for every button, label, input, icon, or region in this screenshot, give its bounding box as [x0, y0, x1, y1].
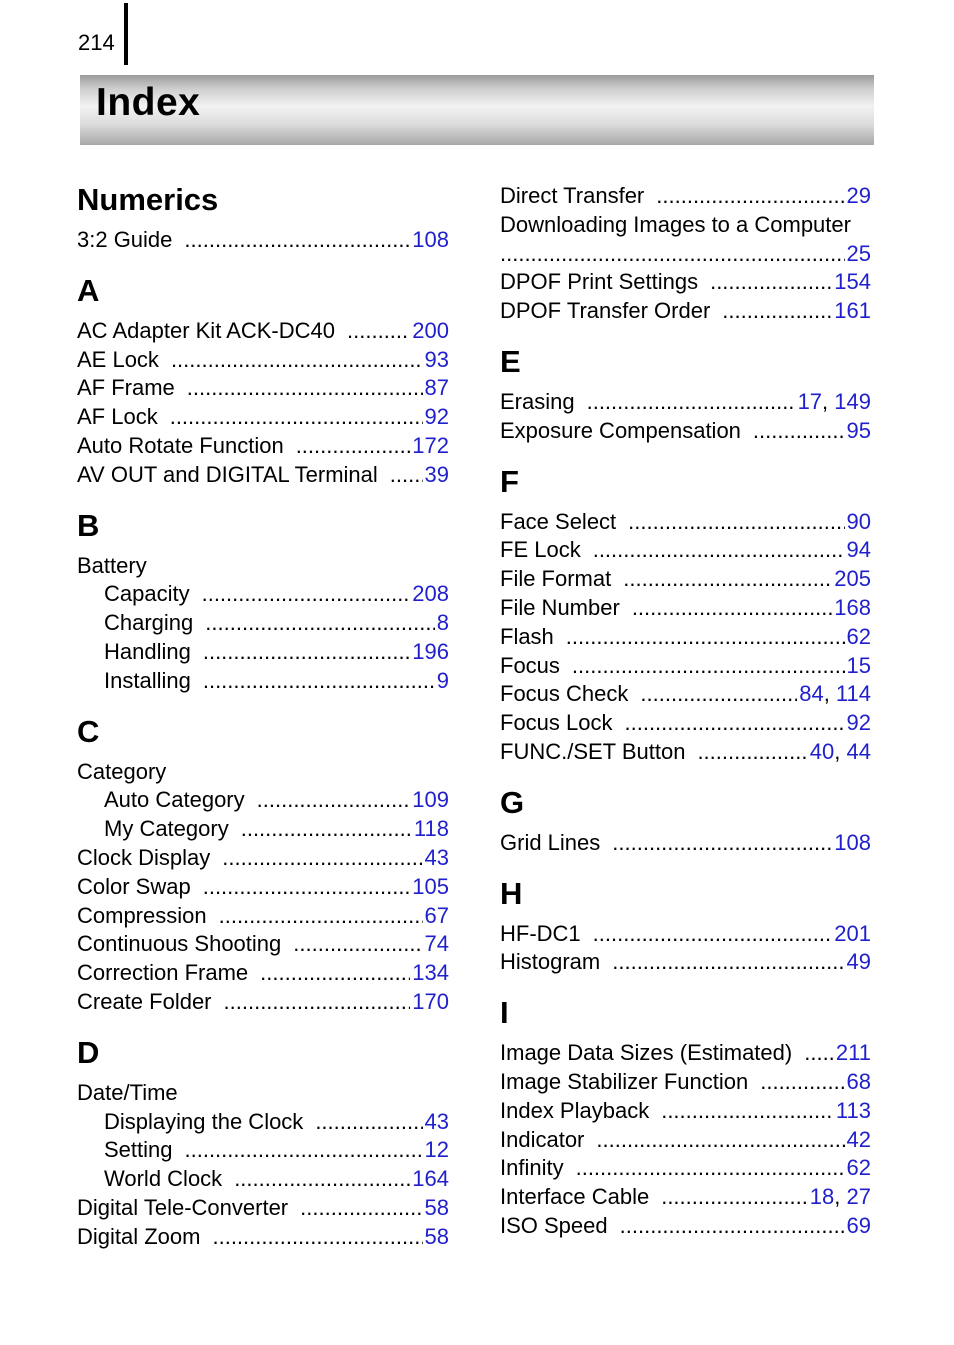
page-references	[836, 1097, 871, 1126]
heading-gap	[500, 1031, 871, 1039]
entry-term: Erasing	[500, 388, 575, 414]
page-link[interactable]: 201	[834, 920, 871, 946]
page-references	[847, 417, 871, 446]
entry-term: Auto Category	[104, 787, 245, 813]
dot-leader	[710, 268, 832, 297]
dot-leader	[224, 988, 411, 1017]
entry-term: Clock Display	[77, 844, 211, 870]
index-subentry	[77, 786, 449, 815]
page-references	[425, 1136, 449, 1165]
page-title: Index	[96, 81, 201, 124]
dot-leader	[760, 1068, 844, 1097]
index-entry	[77, 930, 449, 959]
heading-gap	[77, 750, 449, 758]
index-entry	[500, 182, 871, 211]
section-spacer	[500, 767, 871, 785]
section-spacer	[500, 977, 871, 995]
dot-leader	[697, 738, 807, 767]
dot-leader	[596, 1126, 844, 1155]
heading-gap	[77, 1071, 449, 1079]
entry-term: My Category	[104, 816, 229, 842]
dot-leader	[661, 1183, 808, 1212]
entry-term: FUNC./SET Button	[500, 738, 686, 764]
page-link[interactable]: 43	[424, 844, 449, 870]
entry-term: Displaying the Clock	[104, 1108, 304, 1134]
heading-gap	[500, 821, 871, 829]
page-link[interactable]: 109	[412, 787, 449, 813]
page-link[interactable]: 211	[835, 1040, 871, 1066]
index-entry	[500, 652, 871, 681]
page-references	[412, 638, 449, 667]
index-entry	[500, 920, 871, 949]
index-entry-heading: Battery	[77, 552, 147, 578]
page-link[interactable]: 172	[412, 432, 449, 458]
section-heading: F	[500, 463, 519, 499]
entry-term: Index Playback	[500, 1097, 650, 1123]
entry-term: DPOF Transfer Order	[500, 298, 711, 324]
dot-leader	[203, 667, 435, 696]
entry-term: AC Adapter Kit ACK-DC40	[77, 317, 336, 343]
dot-leader	[390, 461, 423, 490]
index-entry	[500, 1126, 871, 1155]
index-subentry	[77, 580, 449, 609]
entry-term: World Clock	[104, 1166, 223, 1192]
page-link[interactable]: 108	[834, 829, 871, 855]
page-link[interactable]: 74	[424, 931, 449, 957]
entry-term: Create Folder	[77, 988, 212, 1014]
page-separator: ,	[834, 738, 847, 764]
entry-term: Image Stabilizer Function	[500, 1068, 749, 1094]
dot-leader	[656, 182, 844, 211]
page-references	[810, 738, 871, 767]
dot-leader	[625, 709, 845, 738]
index-subentry	[77, 1108, 449, 1137]
index-entry	[500, 829, 871, 858]
index-entry	[500, 508, 871, 537]
page-link[interactable]: 164	[412, 1166, 449, 1192]
index-entry	[77, 959, 449, 988]
index-subentry	[77, 667, 449, 696]
entry-term: DPOF Print Settings	[500, 269, 699, 295]
page-number: 214	[78, 30, 115, 55]
page-link[interactable]: 170	[412, 988, 449, 1014]
entry-term: Infinity	[500, 1155, 564, 1181]
index-entry	[77, 317, 449, 346]
page-references	[412, 988, 449, 1017]
page-references	[834, 829, 871, 858]
index-entry	[77, 873, 449, 902]
entry-term: Digital Zoom	[77, 1223, 201, 1249]
index-entry	[500, 536, 871, 565]
index-entry	[500, 948, 871, 977]
index-entry	[500, 738, 871, 767]
page-separator: ,	[834, 1184, 847, 1210]
entry-term: Color Swap	[77, 873, 191, 899]
page-link[interactable]: 9	[436, 667, 449, 693]
heading-gap	[77, 309, 449, 317]
index-entry	[500, 623, 871, 652]
dot-leader	[296, 432, 411, 461]
section-heading: A	[77, 272, 100, 308]
dot-leader	[184, 226, 410, 255]
heading-gap	[500, 380, 871, 388]
page-references	[437, 667, 449, 696]
entry-term: File Number	[500, 594, 620, 620]
page-link[interactable]: 15	[846, 652, 871, 678]
section-spacer	[500, 326, 871, 344]
entry-term: Focus Check	[500, 681, 629, 707]
page-link[interactable]: 67	[424, 902, 449, 928]
index-entry	[77, 346, 449, 375]
entry-term: Image Data Sizes (Estimated)	[500, 1040, 793, 1066]
dot-leader	[572, 652, 845, 681]
index-entry	[77, 844, 449, 873]
dot-leader	[219, 902, 423, 931]
section-heading: H	[500, 875, 523, 911]
section-spacer	[77, 696, 449, 714]
page-references	[412, 317, 449, 346]
index-entry	[500, 1097, 871, 1126]
index-entry-continuation	[500, 240, 871, 269]
index-entry	[500, 680, 871, 709]
index-entry	[500, 1068, 871, 1097]
index-subentry	[77, 1136, 449, 1165]
dot-leader	[576, 1154, 845, 1183]
entry-term: Focus	[500, 652, 560, 678]
index-entry	[500, 297, 871, 326]
page-link[interactable]: 105	[412, 873, 449, 899]
page-link[interactable]: 134	[412, 960, 449, 986]
index-subentry	[77, 1165, 449, 1194]
page-link[interactable]: 68	[846, 1068, 871, 1094]
page-references	[847, 1126, 871, 1155]
entry-term: Exposure Compensation	[500, 417, 741, 443]
dot-leader	[500, 240, 845, 269]
page-references	[847, 1154, 871, 1183]
page-references	[425, 374, 449, 403]
entry-term: 3:2 Guide	[77, 227, 173, 252]
dot-leader	[170, 403, 423, 432]
section-heading: E	[500, 343, 521, 379]
page-link[interactable]: 58	[424, 1194, 449, 1220]
section-heading: G	[500, 784, 525, 820]
entry-term: Indicator	[500, 1126, 585, 1152]
page-link[interactable]: 29	[846, 183, 871, 208]
page-link[interactable]: 154	[834, 269, 871, 295]
entry-term: Capacity	[104, 581, 190, 607]
page-link[interactable]: 62	[846, 623, 871, 649]
dot-leader	[187, 374, 423, 403]
index-entry: Downloading Images to a Computer	[500, 211, 851, 237]
index-entry	[77, 1194, 449, 1223]
page-link[interactable]: 92	[846, 710, 871, 736]
page-link[interactable]: 87	[424, 375, 449, 401]
dot-leader	[593, 920, 833, 949]
page-link[interactable]: 92	[424, 404, 449, 430]
entry-term: ISO Speed	[500, 1212, 608, 1238]
dot-leader	[241, 815, 412, 844]
page-link[interactable]: 27	[846, 1184, 871, 1210]
entry-term: Grid Lines	[500, 829, 601, 855]
page-link[interactable]: 168	[834, 594, 871, 620]
title-banner	[80, 75, 874, 145]
dot-leader	[257, 786, 411, 815]
entry-term: Installing	[104, 667, 191, 693]
dot-leader	[315, 1108, 422, 1137]
page-references	[425, 1223, 449, 1252]
dot-leader	[293, 930, 422, 959]
index-subentry	[77, 815, 449, 844]
section-heading: B	[77, 507, 100, 543]
page-references	[847, 1212, 871, 1241]
index-column-right	[500, 182, 871, 1241]
page-link[interactable]: 200	[412, 317, 449, 343]
dot-leader	[753, 417, 845, 446]
section-spacer	[77, 1017, 449, 1035]
page-references	[847, 1068, 871, 1097]
index-entry	[500, 417, 871, 446]
page-link[interactable]: 43	[424, 1108, 449, 1134]
entry-term: Digital Tele-Converter	[77, 1194, 289, 1220]
dot-leader	[566, 623, 845, 652]
page-link[interactable]: 205	[834, 566, 871, 592]
page-link[interactable]: 161	[834, 298, 871, 324]
entry-term: HF-DC1	[500, 920, 581, 946]
page-references	[425, 1194, 449, 1223]
page-references	[834, 268, 871, 297]
section-heading: Numerics	[77, 182, 219, 217]
page-references	[425, 930, 449, 959]
heading-gap	[77, 218, 449, 226]
entry-term: AF Lock	[77, 404, 158, 430]
index-entry	[500, 1183, 871, 1212]
entry-term: AF Frame	[77, 375, 175, 401]
page-references	[437, 609, 449, 638]
entry-term: Histogram	[500, 949, 601, 975]
page-references	[425, 346, 449, 375]
index-entry	[500, 1039, 871, 1068]
page-separator: ,	[823, 681, 836, 707]
page-link[interactable]: 62	[846, 1155, 871, 1181]
page-link[interactable]: 95	[846, 417, 871, 443]
page-references	[412, 786, 449, 815]
index-entry	[77, 374, 449, 403]
index-entry	[500, 1212, 871, 1241]
page-link[interactable]: 18	[809, 1184, 835, 1210]
dot-leader	[593, 536, 845, 565]
page-references	[412, 226, 449, 255]
page-references	[834, 920, 871, 949]
page-references	[425, 844, 449, 873]
index-entry	[77, 403, 449, 432]
page-references	[425, 461, 449, 490]
page-link[interactable]: 149	[834, 388, 871, 414]
section-spacer	[77, 255, 449, 273]
index-entry	[77, 988, 449, 1017]
dot-leader	[222, 844, 422, 873]
dot-leader	[623, 565, 832, 594]
dot-leader	[620, 1212, 845, 1241]
page-references	[810, 1183, 871, 1212]
dot-leader	[722, 297, 832, 326]
heading-gap	[500, 912, 871, 920]
entry-term: Compression	[77, 902, 207, 928]
dot-leader	[300, 1194, 422, 1223]
index-entry	[500, 1154, 871, 1183]
page-link[interactable]: 196	[412, 638, 449, 664]
section-spacer	[500, 858, 871, 876]
entry-term: FE Lock	[500, 537, 581, 563]
page-number-bar	[124, 3, 128, 65]
dot-leader	[202, 580, 411, 609]
page-link[interactable]: 90	[846, 508, 871, 534]
page-link[interactable]: 113	[835, 1097, 871, 1123]
page-references	[847, 508, 871, 537]
page-link[interactable]: 114	[835, 681, 871, 707]
index-column-left	[77, 182, 449, 1252]
heading-gap	[77, 544, 449, 552]
page-references	[836, 1039, 871, 1068]
dot-leader	[640, 680, 797, 709]
section-heading: D	[77, 1034, 100, 1070]
heading-gap	[500, 500, 871, 508]
page-references	[834, 297, 871, 326]
page-link[interactable]: 84	[799, 681, 824, 707]
page-link[interactable]: 44	[846, 738, 871, 764]
entry-term: Continuous Shooting	[77, 931, 282, 957]
page-link[interactable]: 94	[846, 537, 871, 563]
entry-term: Face Select	[500, 508, 617, 534]
dot-leader	[260, 959, 410, 988]
dot-leader	[612, 829, 832, 858]
index-entry	[77, 1223, 449, 1252]
page-references	[847, 623, 871, 652]
page-link[interactable]: 49	[846, 949, 871, 975]
dot-leader	[804, 1039, 834, 1068]
entry-term: Handling	[104, 638, 191, 664]
page-separator: ,	[822, 388, 835, 414]
entry-term: File Format	[500, 566, 612, 592]
page-link[interactable]: 40	[809, 738, 835, 764]
page-references	[425, 403, 449, 432]
dot-leader	[661, 1097, 834, 1126]
entry-term: Interface Cable	[500, 1184, 650, 1210]
index-entry-heading: Category	[77, 758, 167, 784]
index-entry	[500, 594, 871, 623]
index-entry-heading: Date/Time	[77, 1079, 178, 1105]
dot-leader	[234, 1165, 410, 1194]
page-link[interactable]: 12	[424, 1137, 449, 1163]
entry-term: AV OUT and DIGITAL Terminal	[77, 461, 378, 487]
dot-leader	[347, 317, 410, 346]
page-link[interactable]: 25	[846, 240, 871, 266]
section-heading: C	[77, 713, 100, 749]
page-link[interactable]: 118	[413, 816, 449, 842]
dot-leader	[205, 609, 434, 638]
page-references	[847, 948, 871, 977]
entry-term: Charging	[104, 610, 194, 636]
page-link[interactable]: 108	[412, 227, 449, 252]
entry-term: Direct Transfer	[500, 183, 645, 208]
index-entry	[500, 268, 871, 297]
page-references	[412, 873, 449, 902]
index-entry	[77, 902, 449, 931]
page-references	[425, 902, 449, 931]
dot-leader	[203, 873, 411, 902]
page-references	[425, 1108, 449, 1137]
index-entry	[77, 226, 449, 255]
page-references	[412, 432, 449, 461]
page-link[interactable]: 42	[846, 1126, 871, 1152]
page-references	[847, 652, 871, 681]
index-entry	[500, 388, 871, 417]
section-spacer	[500, 446, 871, 464]
page-references	[799, 680, 871, 709]
page-references	[847, 536, 871, 565]
dot-leader	[203, 638, 410, 667]
page-references	[847, 709, 871, 738]
dot-leader	[612, 948, 844, 977]
page-references	[412, 959, 449, 988]
entry-term: AE Lock	[77, 346, 159, 372]
dot-leader	[632, 594, 832, 623]
page-references	[834, 565, 871, 594]
page-link[interactable]: 93	[424, 346, 449, 372]
dot-leader	[587, 388, 796, 417]
dot-leader	[212, 1223, 422, 1252]
section-spacer	[77, 490, 449, 508]
page-link[interactable]: 208	[412, 581, 449, 607]
section-heading: I	[500, 995, 509, 1031]
page-link[interactable]: 17	[797, 388, 823, 414]
page-references	[412, 1165, 449, 1194]
entry-term: Correction Frame	[77, 960, 249, 986]
index-entry	[500, 709, 871, 738]
page-references	[414, 815, 449, 844]
entry-term: Setting	[104, 1137, 173, 1163]
entry-term: Auto Rotate Function	[77, 432, 284, 458]
page-link[interactable]: 69	[846, 1212, 871, 1238]
index-entry	[500, 565, 871, 594]
dot-leader	[171, 346, 423, 375]
page-link[interactable]: 8	[436, 610, 449, 636]
page-references	[847, 240, 871, 269]
dot-leader	[185, 1136, 423, 1165]
index-entry	[77, 432, 449, 461]
page-link[interactable]: 39	[424, 461, 449, 487]
dot-leader	[628, 508, 844, 537]
page-link[interactable]: 58	[424, 1223, 449, 1249]
entry-term: Focus Lock	[500, 710, 613, 736]
page-references	[798, 388, 871, 417]
page-references	[412, 580, 449, 609]
entry-term: Flash	[500, 623, 554, 649]
page-references	[834, 594, 871, 623]
page-references	[847, 182, 871, 211]
index-subentry	[77, 609, 449, 638]
index-entry	[77, 461, 449, 490]
index-subentry	[77, 638, 449, 667]
